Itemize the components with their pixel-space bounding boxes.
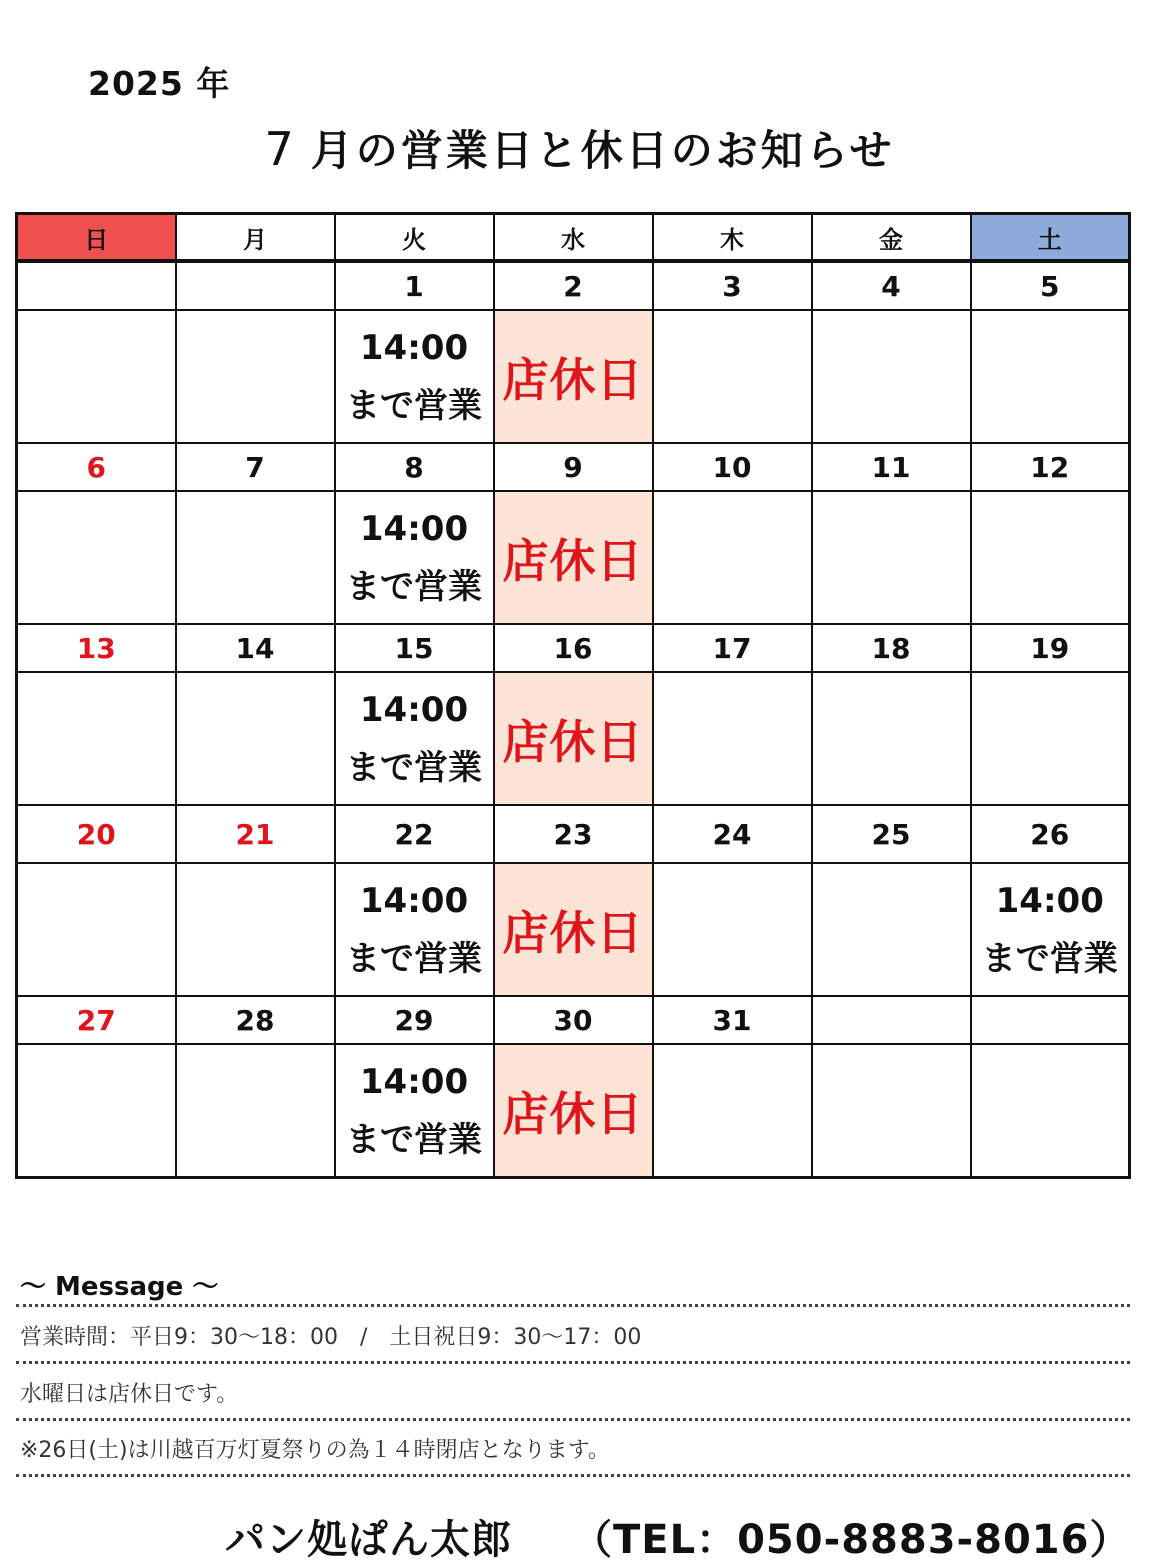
short-hours-cell — [335, 672, 494, 805]
weekday-sun: 日 — [17, 214, 176, 262]
short-hours-cell — [335, 863, 494, 996]
schedule-cell — [971, 491, 1130, 624]
dotted-divider — [16, 1418, 1130, 1421]
short-hours-cell — [335, 1044, 494, 1178]
date-cell: 31 — [653, 996, 812, 1044]
schedule-cell — [653, 310, 812, 443]
schedule-row — [17, 672, 1130, 805]
closed-day-cell — [494, 672, 653, 805]
weekday-thu: 木 — [653, 214, 812, 262]
date-cell: 10 — [653, 443, 812, 491]
schedule-row — [17, 310, 1130, 443]
short-hours-cell — [971, 863, 1130, 996]
schedule-cell — [176, 310, 335, 443]
date-row — [17, 443, 1130, 491]
hours-time: 14:00 — [359, 508, 469, 549]
date-cell: 9 — [494, 443, 653, 491]
closed-day-cell — [494, 1044, 653, 1178]
schedule-row — [17, 863, 1130, 996]
schedule-cell — [653, 863, 812, 996]
date-cell: 5 — [971, 261, 1130, 310]
date-cell — [176, 261, 335, 310]
date-cell: 14 — [176, 624, 335, 672]
date-row — [17, 624, 1130, 672]
hours-text: まで営業 — [346, 747, 482, 788]
schedule-cell — [653, 672, 812, 805]
schedule-cell — [17, 863, 176, 996]
message-line-closed: 水曜日は店休日です。 — [20, 1382, 239, 1407]
message-line-hours: 営業時間：平日9：30〜18：00 / 土日祝日9：30〜17：00 — [20, 1325, 642, 1350]
title-text: 月の営業日と休日のお知らせ — [310, 126, 895, 175]
hours-time: 14:00 — [359, 689, 469, 730]
schedule-cell — [17, 1044, 176, 1178]
schedule-cell — [176, 1044, 335, 1178]
date-cell: 13 — [17, 624, 176, 672]
phone-number: （TEL：050-8883-8016） — [572, 1517, 1131, 1563]
message-line-notice: ※26日(土)は川越百万灯夏祭りの為１４時閉店となります。 — [20, 1438, 610, 1463]
closed-label: 店休日 — [502, 1086, 644, 1141]
closed-label: 店休日 — [502, 352, 644, 407]
schedule-cell — [17, 672, 176, 805]
schedule-cell — [17, 491, 176, 624]
calendar-table — [15, 212, 1131, 1179]
date-cell: 24 — [653, 805, 812, 863]
hours-text: まで営業 — [346, 938, 482, 979]
schedule-cell — [971, 310, 1130, 443]
date-cell — [971, 996, 1130, 1044]
closed-day-cell — [494, 310, 653, 443]
date-cell: 3 — [653, 261, 812, 310]
schedule-cell — [176, 491, 335, 624]
date-row — [17, 261, 1130, 310]
closed-label: 店休日 — [502, 714, 644, 769]
date-cell: 22 — [335, 805, 494, 863]
date-cell: 15 — [335, 624, 494, 672]
date-cell: 4 — [812, 261, 971, 310]
date-cell: 2 — [494, 261, 653, 310]
holiday-date-cell: 21 — [176, 805, 335, 863]
hours-text: まで営業 — [346, 1119, 482, 1160]
schedule-cell — [971, 672, 1130, 805]
closed-day-cell — [494, 491, 653, 624]
schedule-cell — [176, 672, 335, 805]
schedule-cell — [812, 310, 971, 443]
footer — [225, 1508, 1130, 1565]
dotted-divider — [16, 1474, 1130, 1477]
date-cell: 1 — [335, 261, 494, 310]
date-row — [17, 805, 1130, 863]
weekday-wed: 水 — [494, 214, 653, 262]
year-label: 2025 年 — [88, 64, 231, 103]
hours-text: まで営業 — [981, 938, 1118, 979]
date-cell: 25 — [812, 805, 971, 863]
date-cell: 27 — [17, 996, 176, 1044]
date-cell: 26 — [971, 805, 1130, 863]
date-cell: 12 — [971, 443, 1130, 491]
closed-label: 店休日 — [502, 905, 644, 960]
weekday-header-row — [17, 214, 1130, 262]
date-cell: 23 — [494, 805, 653, 863]
schedule-cell — [17, 310, 176, 443]
shop-name: パン処ぱん太郎 — [225, 1517, 512, 1563]
date-row — [17, 996, 1130, 1044]
schedule-cell — [812, 672, 971, 805]
weekday-mon: 月 — [176, 214, 335, 262]
schedule-cell — [176, 863, 335, 996]
hours-time: 14:00 — [995, 880, 1104, 921]
hours-time: 14:00 — [359, 880, 469, 921]
date-cell: 7 — [176, 443, 335, 491]
schedule-cell — [653, 1044, 812, 1178]
date-cell: 11 — [812, 443, 971, 491]
short-hours-cell — [335, 310, 494, 443]
date-cell: 30 — [494, 996, 653, 1044]
weekday-sat: 土 — [971, 214, 1130, 262]
dotted-divider — [16, 1361, 1130, 1364]
schedule-row — [17, 491, 1130, 624]
schedule-cell — [812, 863, 971, 996]
date-cell: 6 — [17, 443, 176, 491]
hours-time: 14:00 — [359, 327, 469, 368]
month-number: 7 — [264, 122, 297, 176]
hours-time: 14:00 — [359, 1061, 469, 1102]
date-cell: 19 — [971, 624, 1130, 672]
date-cell: 18 — [812, 624, 971, 672]
schedule-cell — [812, 491, 971, 624]
date-cell — [17, 261, 176, 310]
dotted-divider — [16, 1304, 1130, 1307]
hours-text: まで営業 — [346, 566, 482, 607]
schedule-cell — [653, 491, 812, 624]
date-cell: 17 — [653, 624, 812, 672]
closed-day-cell — [494, 863, 653, 996]
short-hours-cell — [335, 491, 494, 624]
date-cell: 8 — [335, 443, 494, 491]
schedule-row — [17, 1044, 1130, 1178]
weekday-fri: 金 — [812, 214, 971, 262]
weekday-tue: 火 — [335, 214, 494, 262]
hours-text: まで営業 — [346, 385, 482, 426]
date-cell: 28 — [176, 996, 335, 1044]
schedule-cell — [812, 1044, 971, 1178]
closed-label: 店休日 — [502, 533, 644, 588]
date-cell: 29 — [335, 996, 494, 1044]
date-cell: 20 — [17, 805, 176, 863]
date-cell: 16 — [494, 624, 653, 672]
date-cell — [812, 996, 971, 1044]
schedule-cell — [971, 1044, 1130, 1178]
message-title: ～ Message ～ — [20, 1272, 219, 1302]
page-title — [0, 118, 1159, 178]
